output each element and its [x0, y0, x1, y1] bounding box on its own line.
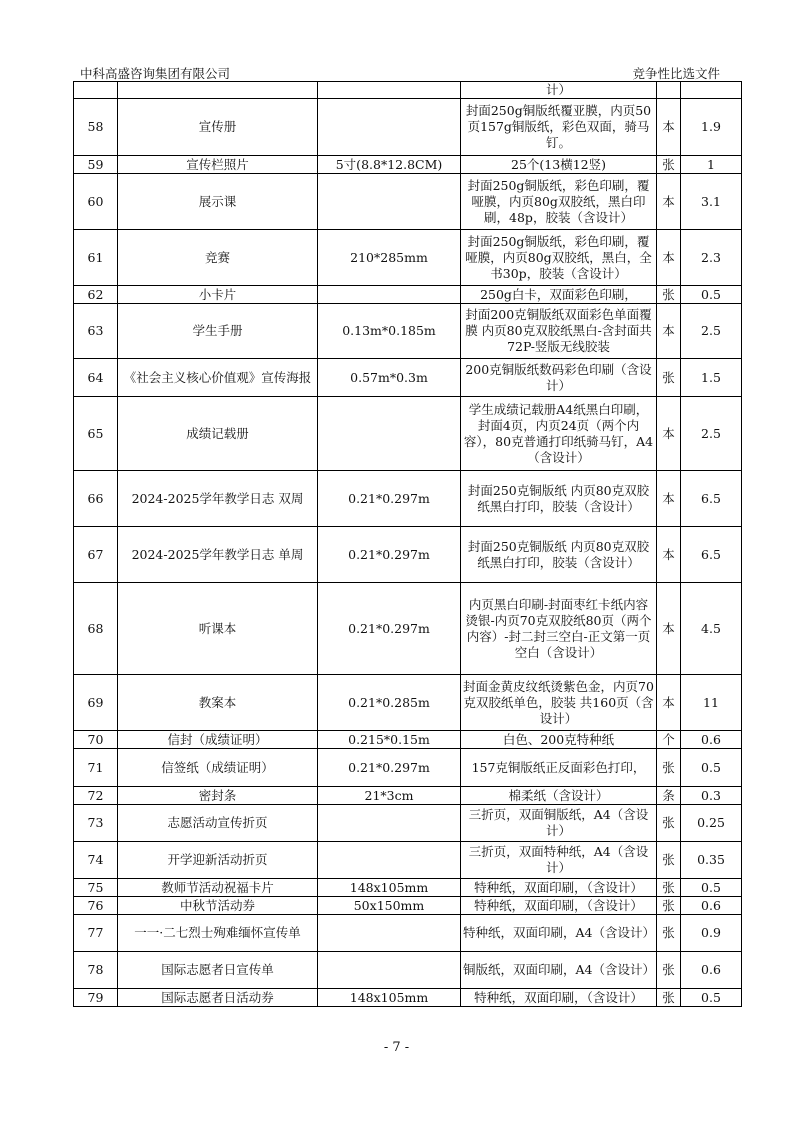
- cell-no: 72: [74, 787, 118, 805]
- cell-price: 0.5: [681, 879, 742, 897]
- cell-name: 小卡片: [118, 286, 318, 304]
- cell-no: 58: [74, 99, 118, 156]
- cell-no: 79: [74, 989, 118, 1007]
- cell-spec: [318, 842, 461, 879]
- cell-desc: 棉柔纸（含设计）: [461, 787, 657, 805]
- cell-unit: 张: [657, 952, 681, 989]
- cell-price: 0.5: [681, 749, 742, 787]
- cell-no: 59: [74, 156, 118, 174]
- cell-unit: 张: [657, 897, 681, 915]
- cell-price: 2.3: [681, 230, 742, 286]
- cell-name: 听课本: [118, 583, 318, 675]
- cell-price: 1.5: [681, 359, 742, 397]
- header-company: 中科高盛咨询集团有限公司: [80, 66, 231, 81]
- cell-desc: 特种纸，双面印刷，A4（含设计）: [461, 915, 657, 952]
- cell-unit: 本: [657, 527, 681, 583]
- cell-desc: 25个(13横12竖): [461, 156, 657, 174]
- table-row: [74, 174, 742, 230]
- cell-unit: 本: [657, 397, 681, 471]
- cell-spec: [318, 915, 461, 952]
- cell-desc: 封面250克铜版纸 内页80克双胶纸黑白打印，胶装（含设计）: [461, 527, 657, 583]
- cell-name: 2024-2025学年教学日志 单周: [118, 527, 318, 583]
- cell-name: 成绩记载册: [118, 397, 318, 471]
- cell-desc: 铜版纸，双面印刷，A4（含设计）: [461, 952, 657, 989]
- cell-unit: 本: [657, 230, 681, 286]
- cell-no: 63: [74, 304, 118, 359]
- cell-price: 0.6: [681, 952, 742, 989]
- cell-price: 0.25: [681, 805, 742, 842]
- cell-name: 学生手册: [118, 304, 318, 359]
- cell-spec: [318, 952, 461, 989]
- table-row: [74, 675, 742, 731]
- cell-desc: 特种纸，双面印刷，（含设计）: [461, 897, 657, 915]
- header-doc-type: 竞争性比选文件: [632, 66, 720, 81]
- table-row: [74, 731, 742, 749]
- cell-unit: 本: [657, 471, 681, 527]
- cell-price: 1.9: [681, 99, 742, 156]
- cell-spec: 0.21*0.297m: [318, 583, 461, 675]
- price-table-body: [74, 82, 742, 1007]
- cell-price: 6.5: [681, 527, 742, 583]
- cell-spec: [318, 174, 461, 230]
- cell-no: 64: [74, 359, 118, 397]
- cell-price: 0.6: [681, 731, 742, 749]
- cell-no: 71: [74, 749, 118, 787]
- cell-spec: 148x105mm: [318, 879, 461, 897]
- table-row: [74, 304, 742, 359]
- table-row: [74, 787, 742, 805]
- cell-spec: 5寸(8.8*12.8CM): [318, 156, 461, 174]
- cell-no: 65: [74, 397, 118, 471]
- cell-spec: 0.21*0.297m: [318, 527, 461, 583]
- cell-no: 66: [74, 471, 118, 527]
- cell-unit: 张: [657, 749, 681, 787]
- cell-name: 国际志愿者日活动券: [118, 989, 318, 1007]
- cell-unit: 张: [657, 286, 681, 304]
- cell-spec: 0.21*0.297m: [318, 471, 461, 527]
- cell-desc: 封面200克铜版纸双面彩色单面覆膜 内页80克双胶纸黑白-含封面共72P-竖版无线胶装: [461, 304, 657, 359]
- cell-no: 68: [74, 583, 118, 675]
- cell-desc: 封面250g铜版纸覆亚膜，内页50页157g铜版纸，彩色双面，骑马钉。: [461, 99, 657, 156]
- table-row: [74, 952, 742, 989]
- cell-spec: 0.57m*0.3m: [318, 359, 461, 397]
- cell-unit: 条: [657, 787, 681, 805]
- cell-spec: 21*3cm: [318, 787, 461, 805]
- table-row: [74, 989, 742, 1007]
- cell-spec: 210*285mm: [318, 230, 461, 286]
- cell-no: 74: [74, 842, 118, 879]
- cell-unit: 张: [657, 842, 681, 879]
- cell-spec: 0.21*0.297m: [318, 749, 461, 787]
- cell-unit: 张: [657, 805, 681, 842]
- cell-unit: 张: [657, 915, 681, 952]
- page-number: - 7 -: [383, 1040, 410, 1055]
- cell-unit: 本: [657, 174, 681, 230]
- cell-name: 宣传册: [118, 99, 318, 156]
- cell-spec: [318, 805, 461, 842]
- cell-name: 中秋节活动券: [118, 897, 318, 915]
- cell-spec: [318, 397, 461, 471]
- cell-price: 4.5: [681, 583, 742, 675]
- cell-unit: 张: [657, 989, 681, 1007]
- cell-price: 3.1: [681, 174, 742, 230]
- table-row: [74, 471, 742, 527]
- cell-no: 78: [74, 952, 118, 989]
- cell-unit: 张: [657, 156, 681, 174]
- cell-price: 11: [681, 675, 742, 731]
- cell-name: 教案本: [118, 675, 318, 731]
- cell-desc: 封面250克铜版纸 内页80克双胶纸黑白打印，胶装（含设计）: [461, 471, 657, 527]
- cell-desc: 三折页，双面特种纸，A4（含设计）: [461, 842, 657, 879]
- cell-spec: 0.21*0.285m: [318, 675, 461, 731]
- cell-unit: 本: [657, 99, 681, 156]
- cell-no: 69: [74, 675, 118, 731]
- cell-unit: 个: [657, 731, 681, 749]
- cell-desc: 特种纸，双面印刷，（含设计）: [461, 989, 657, 1007]
- cell-name: 信签纸（成绩证明）: [118, 749, 318, 787]
- cell-no: 67: [74, 527, 118, 583]
- cell-spec: 0.13m*0.185m: [318, 304, 461, 359]
- table-row: [74, 99, 742, 156]
- cell-desc: 封面250g铜版纸，彩色印刷，覆哑膜，内页80g双胶纸，黑白印刷，48p，胶装（含设计）: [461, 174, 657, 230]
- table-row: [74, 583, 742, 675]
- table-row: [74, 897, 742, 915]
- table-row: [74, 749, 742, 787]
- cell-name: 一一·二七烈士殉难缅怀宣传单: [118, 915, 318, 952]
- table-row: [74, 805, 742, 842]
- cell-desc: 内页黑白印刷-封面枣红卡纸内容烫银-内页70克双胶纸80页（两个内容）-封二封三空白-正文第一页空白（含设计）: [461, 583, 657, 675]
- cell-desc: 封面金黄皮纹纸烫紫色金，内页70克双胶纸单色，胶装 共160页（含设计）: [461, 675, 657, 731]
- cell-price: 0.3: [681, 787, 742, 805]
- table-row: [74, 286, 742, 304]
- cell-unit: 本: [657, 304, 681, 359]
- cell-no: 77: [74, 915, 118, 952]
- table-row: [74, 527, 742, 583]
- cell-desc: 200克铜版纸数码彩色印刷（含设计）: [461, 359, 657, 397]
- cell-desc: 157克铜版纸正反面彩色打印，: [461, 749, 657, 787]
- cell-name: 开学迎新活动折页: [118, 842, 318, 879]
- cell-no: 76: [74, 897, 118, 915]
- cell-price: 0.6: [681, 897, 742, 915]
- table-row: [74, 842, 742, 879]
- table-row: [74, 156, 742, 174]
- cell-name: 竞赛: [118, 230, 318, 286]
- table-row: [74, 397, 742, 471]
- cell-name: 国际志愿者日宣传单: [118, 952, 318, 989]
- cell-name: 展示课: [118, 174, 318, 230]
- cell-desc: 三折页，双面铜版纸，A4（含设计）: [461, 805, 657, 842]
- cell-desc: 封面250g铜版纸，彩色印刷，覆哑膜，内页80g双胶纸，黑白，全书30p，胶装（含设计）: [461, 230, 657, 286]
- cell-name: 密封条: [118, 787, 318, 805]
- cell-price: 2.5: [681, 397, 742, 471]
- cell-name: 志愿活动宣传折页: [118, 805, 318, 842]
- cell-price: 6.5: [681, 471, 742, 527]
- cell-spec: [318, 99, 461, 156]
- table-row: [74, 230, 742, 286]
- cell-price: 0.35: [681, 842, 742, 879]
- cell-no: 70: [74, 731, 118, 749]
- cell-no: 61: [74, 230, 118, 286]
- cell-price: 1: [681, 156, 742, 174]
- cell-desc: 学生成绩记载册A4纸黑白印刷，封面4页，内页24页（两个内容），80克普通打印纸骑马钉，A4（含设计）: [461, 397, 657, 471]
- price-table: [73, 81, 742, 1007]
- table-row: [74, 359, 742, 397]
- cell-spec: 50x150mm: [318, 897, 461, 915]
- cell-name: 宣传栏照片: [118, 156, 318, 174]
- cell-name: 2024-2025学年教学日志 双周: [118, 471, 318, 527]
- cell-name: 教师节活动祝福卡片: [118, 879, 318, 897]
- cell-spec: [318, 286, 461, 304]
- cell-price: 2.5: [681, 304, 742, 359]
- cell-unit: 本: [657, 675, 681, 731]
- cell-desc: 250g白卡，双面彩色印刷，: [461, 286, 657, 304]
- cell-no: 73: [74, 805, 118, 842]
- cell-spec: 148x105mm: [318, 989, 461, 1007]
- table-row-continued: [74, 82, 742, 99]
- cell-name: 《社会主义核心价值观》宣传海报: [118, 359, 318, 397]
- cell-unit: 张: [657, 879, 681, 897]
- cell-desc: 白色、200克特种纸: [461, 731, 657, 749]
- cell-spec: 0.215*0.15m: [318, 731, 461, 749]
- cell-price: 0.5: [681, 989, 742, 1007]
- cell-desc: 特种纸，双面印刷，（含设计）: [461, 879, 657, 897]
- cell-price: 0.9: [681, 915, 742, 952]
- cell-no: 60: [74, 174, 118, 230]
- table-row: [74, 915, 742, 952]
- cell-unit: 张: [657, 359, 681, 397]
- cell-unit: 本: [657, 583, 681, 675]
- cell-name: 信封（成绩证明）: [118, 731, 318, 749]
- cell-no: 75: [74, 879, 118, 897]
- cell-price: 0.5: [681, 286, 742, 304]
- table-row: [74, 879, 742, 897]
- cell-no: 62: [74, 286, 118, 304]
- cell-desc: 计）: [461, 82, 657, 99]
